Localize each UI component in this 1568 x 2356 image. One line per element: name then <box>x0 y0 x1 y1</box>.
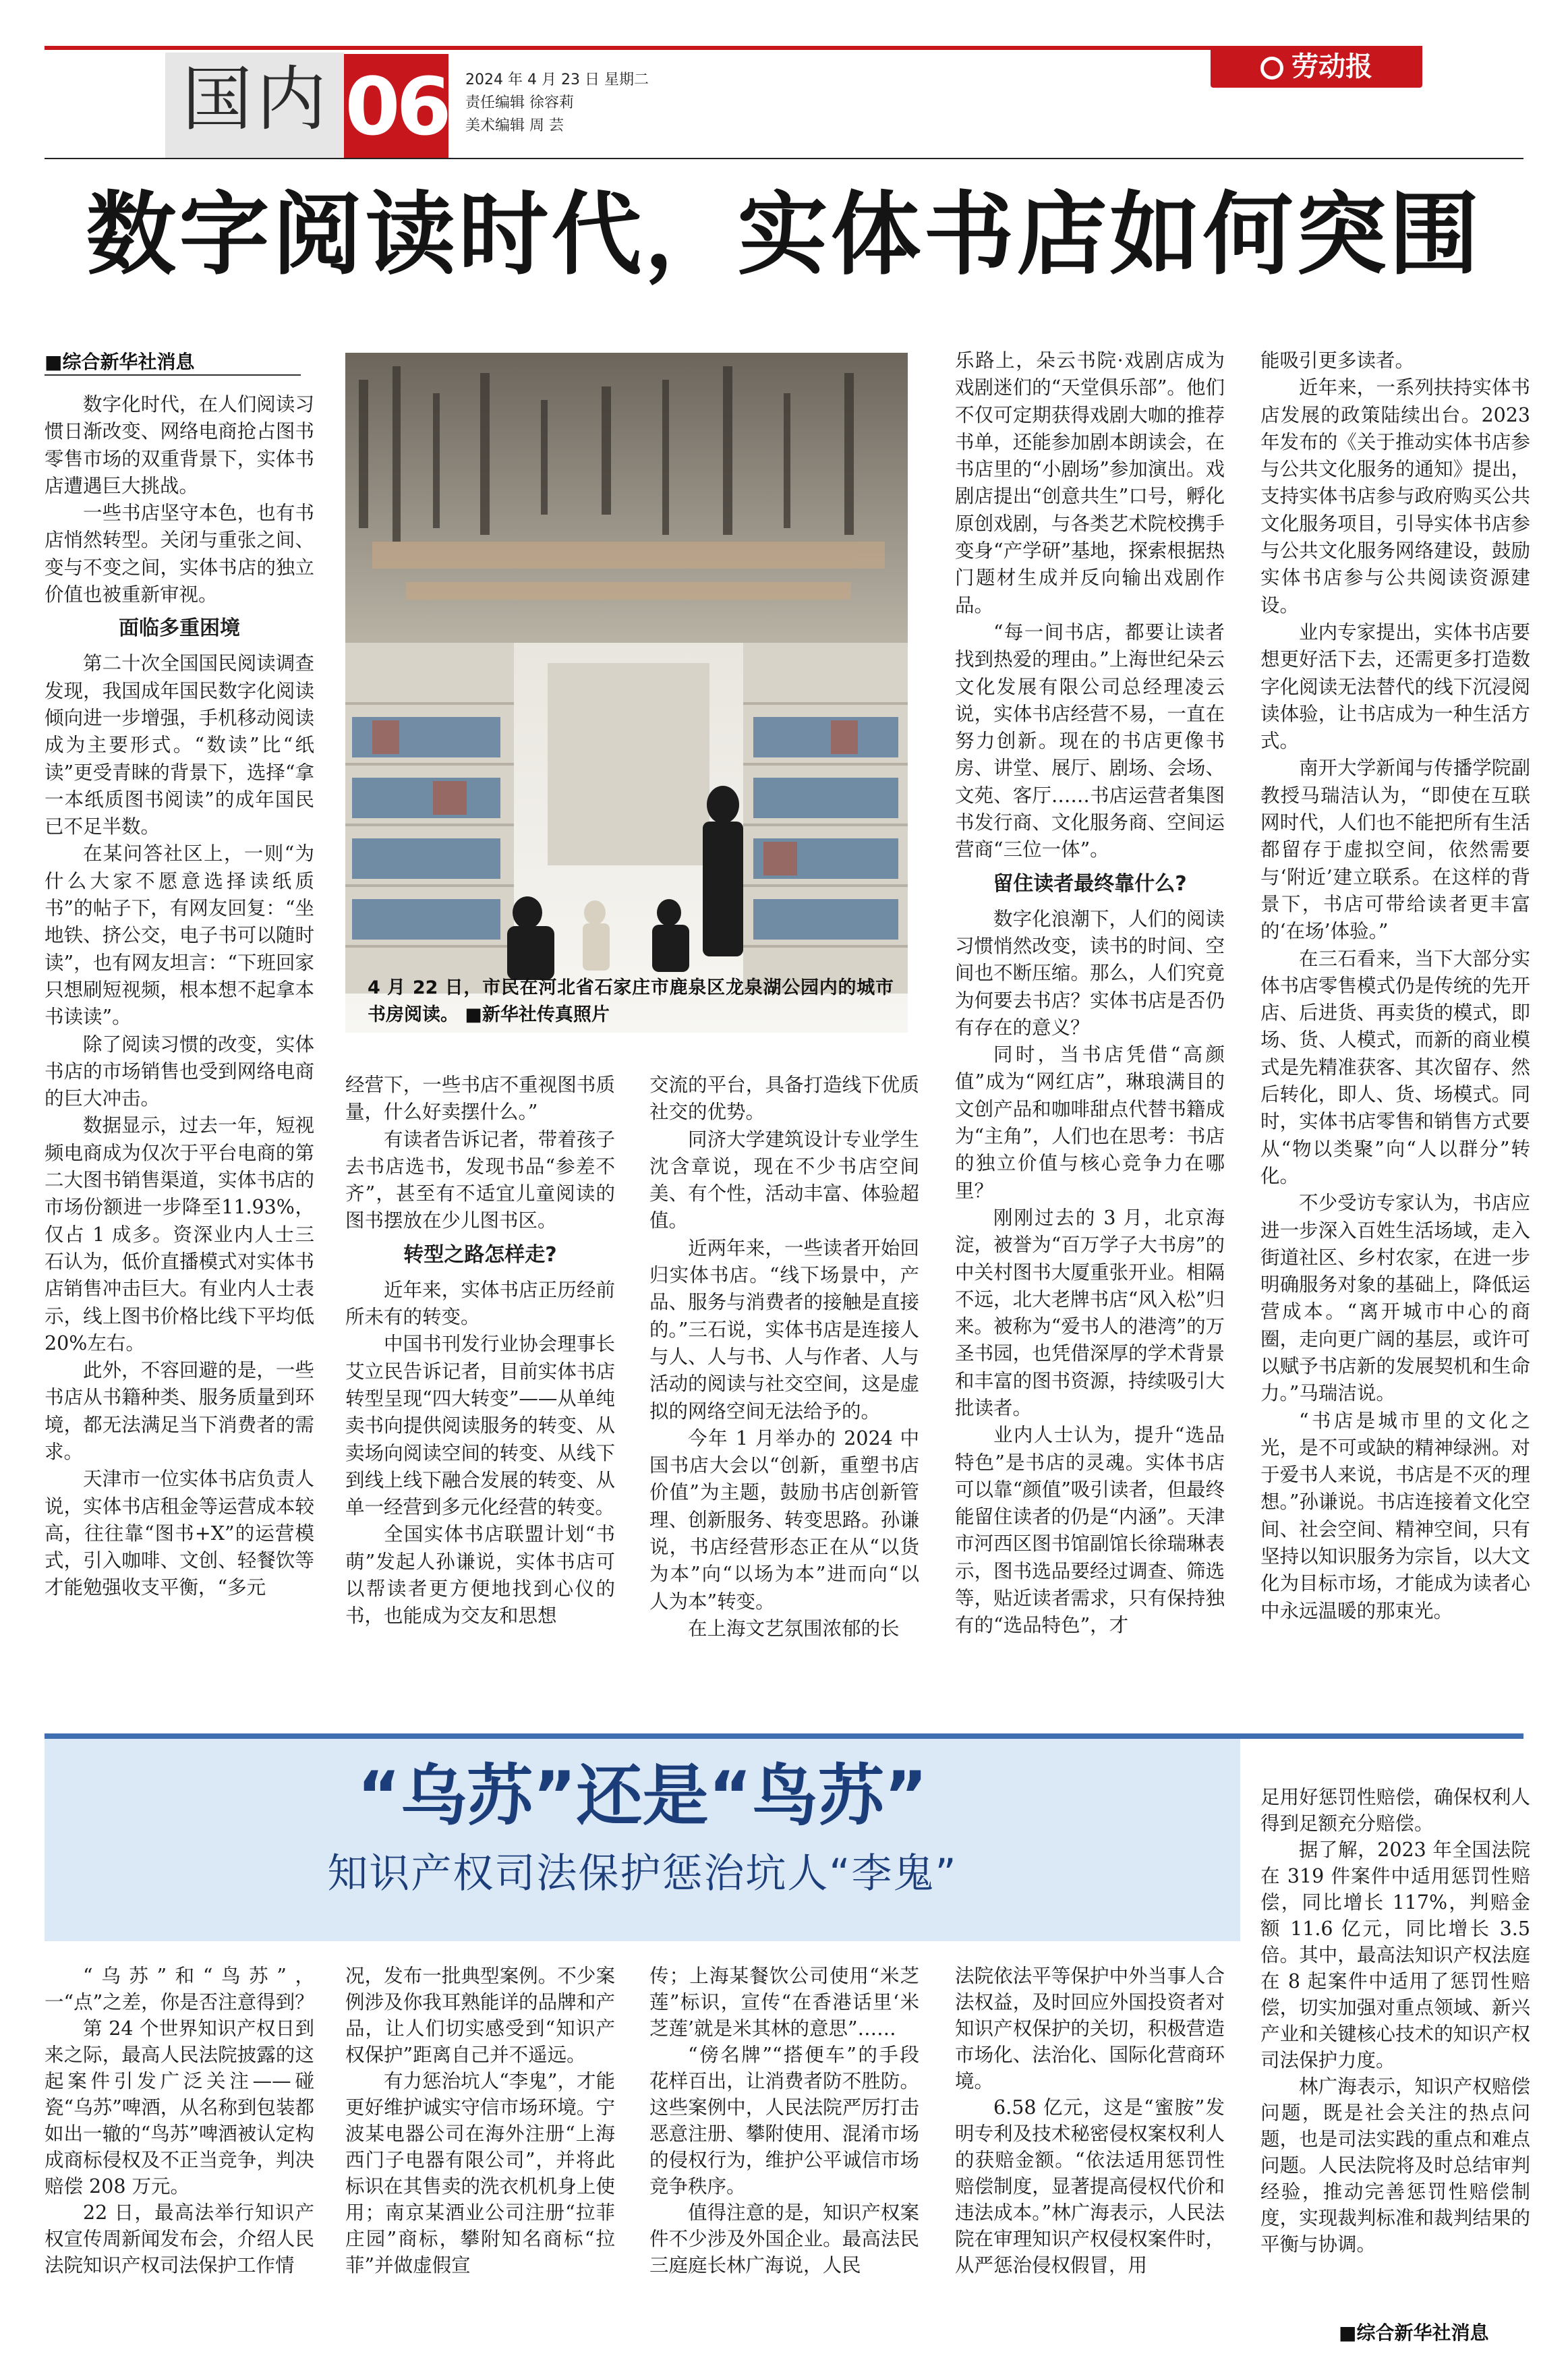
section-subheading: 面临多重困境 <box>119 616 240 641</box>
paragraph: 据了解，2023 年全国法院在 319 件案件中适用惩罚性赔偿，同比增长 117%，判赔金额 11.6 亿元，同比增长 3.5 倍。其中，最高法知识产权法庭在 8 起案件中适用了惩罚性赔偿，切实加强对重点领域、新兴产业和关键核心技术的知识产权司法保护力度。 <box>1260 1839 1530 2071</box>
paragraph: 一些书店坚守本色，也有书店悄然转型。关闭与重张之间、变与不变之间，实体书店的独立价值也被重新审视。 <box>45 502 314 606</box>
paragraph: “乌苏”和“鸟苏”，一“点”之差，你是否注意得到？ <box>45 1965 314 2013</box>
paragraph: 有读者告诉记者，带着孩子去书店选书，发现书品“参差不齐”，甚至有不适宜儿童阅读的图书摆放在少儿图书区。 <box>345 1128 615 1232</box>
paragraph: 数字化浪潮下，人们的阅读习惯悄然改变，读书的时间、空间也不断压缩。那么，人们究竟为何要去书店？实体书店是否仍有存在的意义？ <box>955 907 1225 1039</box>
paragraph: 况，发布一批典型案例。不少案例涉及你我耳熟能详的品牌和产品，让人们切实感受到“知识产权保护”距离自己并不遥远。 <box>345 1965 615 2066</box>
article-byline: ■综合新华社消息 <box>45 351 195 373</box>
page-number: 06 <box>344 54 448 159</box>
paragraph: 法院依法平等保护中外当事人合法权益，及时回应外国投资者对知识产权保护的关切，积极营造市场化、法治化、国际化营商环境。 <box>955 1965 1225 2092</box>
article2-column-4 <box>955 1963 1225 2278</box>
paragraph: 数字化时代，在人们阅读习惯日渐改变、网络电商抢占图书零售市场的双重背景下，实体书店遭遇巨大挑战。 <box>45 393 314 497</box>
article2-band <box>45 1733 1523 1739</box>
article2-headline: “乌苏”还是“鸟苏” <box>357 1758 928 1835</box>
paragraph: 有力惩治坑人“李鬼”，才能更好维护诚实守信市场环境。宁波某电器公司在海外注册“上海西门子电器有限公司”，并将此标识在其售卖的洗衣机机身上使用；南京某酒业公司注册“拉菲庄园”商标，攀附知名商标“拉菲”并做虚假宣 <box>345 2070 615 2276</box>
masthead-rule <box>45 46 1211 50</box>
article2-deck: 知识产权司法保护惩治坑人“李鬼” <box>327 1850 958 1897</box>
paragraph: 此外，不容回避的是，一些书店从书籍种类、服务质量到环境，都无法满足当下消费者的需求。 <box>45 1359 314 1463</box>
paragraph: 数据显示，过去一年，短视频电商成为仅次于平台电商的第二大图书销售渠道，实体书店的市场份额进一步降至11.93%，仅占 1 成多。资深业内人士三石认为，低价直播模式对实体书店销售冲击巨大。有业内人士表示，线上图书价格比线下平均低 20%左右。 <box>45 1114 314 1354</box>
article2-column-1 <box>45 1963 314 2278</box>
paragraph: 乐路上，朵云书院·戏剧店成为戏剧迷们的“天堂俱乐部”。他们不仅可定期获得戏剧大咖的推荐书单，还能参加剧本朗读会，在书店里的“小剧场”参加演出。戏剧店提出“创意共生”口号，孵化原创戏剧，与各类艺术院校携手变身“产学研”基地，探索根据热门题材生成并反向输出戏剧作品。 <box>955 349 1225 616</box>
paragraph: 全国实体书店联盟计划“书萌”发起人孙谦说，实体书店可以帮读者更方便地找到心仪的书，也能成为交友和思想 <box>345 1523 615 1628</box>
bookstore-photo <box>345 353 908 1033</box>
paragraph: 业内专家提出，实体书店要想更好活下去，还需更多打造数字化阅读无法替代的线下沉浸阅读体验，让书店成为一种生活方式。 <box>1260 621 1530 753</box>
paragraph: “书店是城市里的文化之光，是不可或缺的精神绿洲。对于爱书人来说，书店是不灭的理想。”孙谦说。书店连接着文化空间、社会空间、精神空间，只有坚持以知识服务为宗旨，以大文化为目标市场，才能成为读者心中永远温暖的那束光。 <box>1260 1409 1530 1622</box>
section-subheading: 转型之路怎样走? <box>403 1242 557 1267</box>
paragraph: 6.58 亿元，这是“蜜胺”发明专利及技术秘密侵权案权利人的获赔金额。“依法适用惩罚性赔偿制度，显著提高侵权代价和违法成本。”林广海表示，人民法院在审理知识产权侵权案件时，从严惩治侵权假冒，用 <box>955 2096 1225 2276</box>
paragraph: 第 24 个世界知识产权日到来之际，最高人民法院披露的这起案件引发广泛关注——碰瓷“乌苏”啤酒，从名称到包装都如出一辙的“鸟苏”啤酒被认定构成商标侵权及不正当竞争，判决赔偿 208 万元。 <box>45 2017 314 2197</box>
paragraph: 近两年来，一些读者开始回归实体书店。“线下场景中，产品、服务与消费者的接触是直接的。”三石说，实体书店是连接人与人、人与书、人与作者、人与活动的阅读与社交空间，这是虚拟的网络空间无法给予的。 <box>649 1236 919 1423</box>
header-divider <box>45 158 1523 159</box>
paragraph: 第二十次全国国民阅读调查发现，我国成年国民数字化阅读倾向进一步增强，手机移动阅读成为主要形式。“数读”比“纸读”更受青睐的背景下，选择“拿一本纸质图书阅读”的成年国民已不足半数。 <box>45 652 314 838</box>
editor-line: 责任编辑 徐容莉 <box>465 94 574 111</box>
issue-date: 2024 年 4 月 23 日 星期二 <box>465 71 649 88</box>
article-column-5 <box>1260 347 1530 1625</box>
paragraph: 在某问答社区上，一则“为什么大家不愿意选择读纸质书”的帖子下，有网友回复：“坐地铁、挤公交，电子书可以随时读”，也有网友坦言：“下班回家只想刷短视频，根本想不起拿本书读读”。 <box>45 842 314 1029</box>
paragraph: 足用好惩罚性赔偿，确保权利人得到足额充分赔偿。 <box>1260 1786 1530 1835</box>
article-headline: 数字阅读时代，实体书店如何突围 <box>86 182 1482 287</box>
art-editor-line: 美术编辑 周 芸 <box>465 117 564 134</box>
article-column-4 <box>955 347 1225 1640</box>
paragraph: 刚刚过去的 3 月，北京海淀，被誉为“百万学子大书房”的中关村图书大厦重张开业。相隔不远，北大老牌书店“风入松”归来。被称为“爱书人的港湾”的万圣书园，也凭借深厚的学术背景和丰富的图书资源，持续吸引大批读者。 <box>955 1206 1225 1419</box>
byline-rule <box>45 374 301 376</box>
logo-icon <box>1260 57 1283 80</box>
paragraph: 天津市一位实体书店负责人说，实体书店租金等运营成本较高，往往靠“图书+X”的运营模式，引入咖啡、文创、轻餐饮等才能勉强收支平衡，“多元 <box>45 1468 314 1599</box>
article2-byline: ■综合新华社消息 <box>1339 2322 1489 2344</box>
logo-text: 劳动报 <box>1291 51 1372 82</box>
paragraph: 传；上海某餐饮公司使用“米芝莲”标识，宣传“在香港话里‘米芝莲’就是米其林的意思”…… <box>649 1965 919 2040</box>
section-subheading: 留住读者最终靠什么? <box>993 871 1187 896</box>
paragraph: 林广海表示，知识产权赔偿问题，既是社会关注的热点问题，也是司法实践的重点和难点问题。人民法院将及时总结审判经验，推动完善惩罚性赔偿制度，实现裁判标准和裁判结果的平衡与协调。 <box>1260 2075 1530 2256</box>
paragraph: 不少受访专家认为，书店应进一步深入百姓生活场域，走入街道社区、乡村农家，在进一步明确服务对象的基础上，降低运营成本。“离开城市中心的商圈，走向更广阔的基层，或许可以赋予书店新的发展契机和生命力。”马瑞洁说。 <box>1260 1192 1530 1405</box>
paragraph: 22 日，最高法举行知识产权宣传周新闻发布会，介绍人民法院知识产权司法保护工作情 <box>45 2202 314 2276</box>
paragraph: 同济大学建筑设计专业学生沈含章说，现在不少书店空间美、有个性，活动丰富、体验超值。 <box>649 1128 919 1232</box>
paragraph: 同时，当书店凭借“高颜值”成为“网红店”，琳琅满目的文创产品和咖啡甜点代替书籍成为“主角”，人们也在思考：书店的独立价值与核心竞争力在哪里？ <box>955 1043 1225 1202</box>
paragraph: 中国书刊发行业协会理事长艾立民告诉记者，目前实体书店转型呈现“四大转变”——从单纯卖书向提供阅读服务的转变、从卖场向阅读空间的转变、从线下到线上线下融合发展的转变、从单一经营到多元化经营的转变。 <box>345 1333 615 1519</box>
article-column-1 <box>45 391 314 1602</box>
paragraph: “每一间书店，都要让读者找到热爱的理由。”上海世纪朵云文化发展有限公司总经理凌云说，实体书店经营不易，一直在努力创新。现在的书店更像书房、讲堂、展厅、剧场、会场、文苑、客厅……书店运营者集图书发行商、文化服务商、空间运营商“三位一体”。 <box>955 621 1225 861</box>
photo-caption: 4 月 22 日，市民在河北省石家庄市鹿泉区龙泉湖公园内的城市书房阅读。 ■新华社传真照片 <box>368 977 894 1025</box>
paragraph: 在三石看来，当下大部分实体书店零售模式仍是传统的先开店、后进货、再卖货的模式，即场、货、人模式，而新的商业模式是先精准获客、其次留存、然后转化，即人、货、场模式。同时，实体书店零售和销售方式要从“物以类聚”向“人以群分”转化。 <box>1260 947 1530 1187</box>
newspaper-logo <box>1211 46 1422 88</box>
article2-column-5 <box>1260 1784 1530 2258</box>
paragraph: 除了阅读习惯的改变，实体书店的市场销售也受到网络电商的巨大冲击。 <box>45 1033 314 1110</box>
article2-column-2 <box>345 1963 615 2278</box>
paragraph: 在上海文艺氛围浓郁的长 <box>688 1617 900 1640</box>
article-column-3 <box>649 1072 919 1642</box>
paragraph: 经营下，一些书店不重视图书质量，什么好卖摆什么。” <box>345 1074 615 1124</box>
paragraph: 南开大学新闻与传播学院副教授马瑞洁认为，“即使在互联网时代，人们也不能把所有生活都留存于虚拟空间，依然需要与‘附近’建立联系。在这样的背景下，书店可带给读者更丰富的‘在场’体验。” <box>1260 757 1530 943</box>
paragraph: 近年来，实体书店正历经前所未有的转变。 <box>345 1278 615 1329</box>
section-name: 国内 <box>182 58 331 140</box>
paragraph: 近年来，一系列扶持实体书店发展的政策陆续出台。2023 年发布的《关于推动实体书店参与公共文化服务的通知》提出，支持实体书店参与政府购买公共文化服务项目，引导实体书店参与公共文化服务网络建设，鼓励实体书店参与公共阅读资源建设。 <box>1260 376 1530 616</box>
article2-column-3 <box>649 1963 919 2278</box>
paragraph: 今年 1 月举办的 2024 中国书店大会以“创新，重塑书店价值”为主题，鼓励书店创新管理、创新服务、转变思路。孙谦说，书店经营形态正在从“以货为本”向“以场为本”进而向“以人为本”转变。 <box>649 1427 919 1613</box>
paragraph: 能吸引更多读者。 <box>1260 349 1415 372</box>
paragraph: “傍名牌”“搭便车”的手段花样百出，让消费者防不胜防。这些案例中，人民法院严厉打击恶意注册、攀附使用、混淆市场的侵权行为，维护公平诚信市场竞争秩序。 <box>649 2044 919 2197</box>
paragraph: 值得注意的是，知识产权案件不少涉及外国企业。最高法民三庭庭长林广海说，人民 <box>649 2202 919 2276</box>
paragraph: 交流的平台，具备打造线下优质社交的优势。 <box>649 1074 919 1124</box>
article-column-2 <box>345 1072 615 1630</box>
paragraph: 业内人士认为，提升“选品特色”是书店的灵魂。实体书店可以靠“颜值”吸引读者，但最终能留住读者的仍是“内涵”。天津市河西区图书馆副馆长徐瑞琳表示，图书选品要经过调查、筛选等，贴近读者需求，只有保持独有的“选品特色”，才 <box>955 1424 1225 1637</box>
